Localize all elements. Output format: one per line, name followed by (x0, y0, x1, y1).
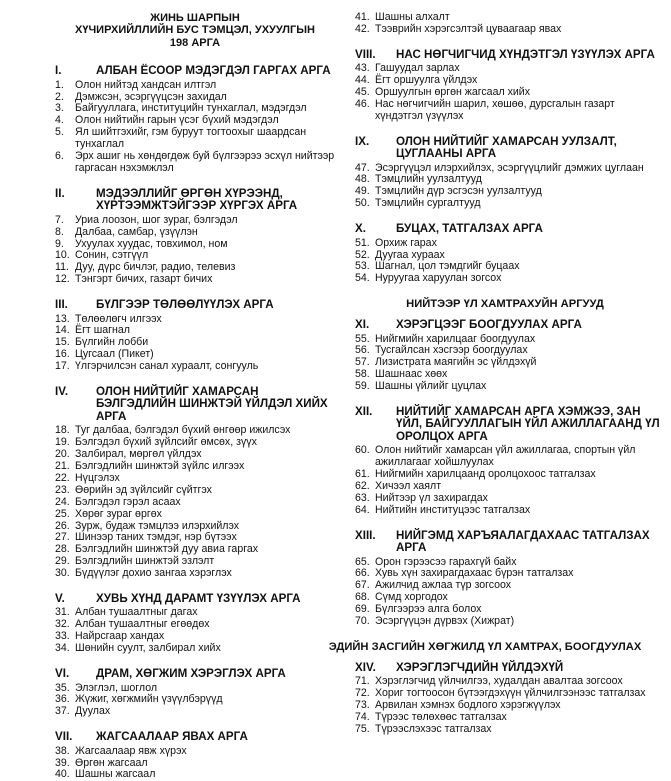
item-number: 72. (355, 687, 370, 700)
item-number: 66. (355, 567, 370, 580)
item-text: Албан тушаалтныг егөөдөх (75, 618, 210, 631)
section-title: МЭДЭЭЛЛИЙГ ӨРГӨН ХҮРЭЭНД, ХҮРТЭЭМЖТЭЙГЭЭР ХҮРГЭХ АРГА (96, 186, 298, 213)
section-title: БУЦАХ, ТАТГАЛЗАХ АРГА (396, 222, 543, 236)
item-number: 55. (355, 332, 370, 345)
item-number: 1. (55, 78, 64, 91)
item-number: 14. (55, 324, 70, 337)
item-text: Нийтийн институцээс татгалзах (375, 503, 531, 516)
item-text: Шөнийн суулт, залбирал хийх (75, 642, 221, 655)
section (355, 49, 665, 123)
right-sections-c (355, 662, 665, 736)
section-title: ДРАМ, ХӨГЖИМ ХЭРЭГЛЭХ АРГА (96, 667, 286, 681)
item-number: 61. (355, 468, 370, 481)
item-number: 69. (355, 603, 370, 616)
right-column (328, 0, 665, 736)
item-number: 29. (55, 555, 70, 568)
item-number: 16. (55, 348, 70, 361)
section (55, 299, 340, 373)
list-item (355, 238, 665, 250)
section-number: X. (355, 222, 366, 236)
list-item (55, 568, 340, 580)
item-text: Залбирал, мөргөл үйлдэх (75, 448, 202, 461)
item-text: Бүдүүлэг дохио зангаа хэрэглэх (75, 567, 232, 580)
section-heading (55, 386, 340, 423)
item-text: Тэнгэрт бичих, газарт бичих (75, 273, 213, 286)
section-heading (355, 136, 665, 161)
item-text: Шинээр таних тэмдэг, нэр бүтээх (75, 531, 237, 544)
item-number: 57. (355, 356, 370, 369)
group-heading-economic: ЭДИЙН ЗАСГИЙН ХӨГЖИЛД ҮЛ ХАМТРАХ, БООГДУУЛАХ (328, 640, 642, 653)
item-number: 30. (55, 567, 70, 580)
item-number: 75. (355, 722, 370, 735)
item-text: Нас нөгчигчийн шарил, хөшөө, дурсгалын газарт хүндэтгэл үзүүлэх (375, 97, 615, 122)
item-text: Сонин, сэтгүүл (75, 249, 149, 262)
item-text: Хэрэглэгчид үйлчилгээ, худалдан авалтаа зогсоох (375, 675, 623, 688)
list-item (355, 381, 665, 393)
list-item (55, 769, 340, 781)
item-text: Хориг тогтоосон бүтээгдэхүүн үйлчилгээнээс татгалзах (375, 687, 646, 700)
item-number: 73. (355, 699, 370, 712)
item-number: 50. (355, 197, 370, 210)
item-number: 43. (355, 62, 370, 75)
item-text: Хувь хүн захирагдахаас бүрэн татгалзах (375, 567, 574, 580)
list-item (55, 758, 340, 770)
item-number: 23. (55, 483, 70, 496)
section-heading (355, 662, 665, 674)
item-number: 39. (55, 756, 70, 769)
section-heading (355, 319, 665, 331)
item-number: 44. (355, 74, 370, 87)
item-text: Нийгмийн харилцаанд оролцохоос татгалзах (375, 468, 596, 481)
section-number: VIII. (355, 47, 376, 61)
item-text: Байгууллага, институцийн тунхаглал, мэдэгдэл (75, 102, 307, 115)
item-text: Албан тушаалтныг дагах (75, 606, 198, 619)
item-number: 20. (55, 448, 70, 461)
item-number: 24. (55, 495, 70, 508)
item-number: 11. (55, 261, 69, 274)
item-text: Түрээс төлөхөөс татгалзах (375, 711, 507, 723)
item-number: 12. (55, 273, 70, 286)
section-heading (55, 668, 340, 680)
section-number: XIII. (355, 528, 376, 542)
section-number: II. (55, 186, 65, 200)
item-number: 13. (55, 312, 70, 325)
left-column (55, 0, 340, 781)
group-heading-noncooperation: НИЙТЭЭР ҮЛ ХАМТРАХУЙН АРГУУД (406, 298, 604, 311)
title-line-1: ЖИНЬ ШАРПЫН (150, 12, 240, 24)
section (355, 319, 665, 393)
item-number: 70. (355, 615, 370, 628)
section (55, 65, 340, 175)
item-number: 2. (55, 90, 64, 103)
item-number: 63. (355, 491, 370, 504)
item-text: Нийгмийн харилцааг боогдуулах (375, 332, 536, 345)
list-item (355, 273, 665, 285)
section-number: IV. (55, 385, 69, 399)
section (55, 188, 340, 286)
item-text: Жүжиг, хөгжмийн үзүүлбэрүүд (75, 693, 223, 706)
section-number: XI. (355, 318, 370, 332)
section-title: НИЙТИЙГ ХАМАРСАН АРГА ХЭМЖЭЭ, ЗАН ҮЙЛ, БАЙГУУЛЛАГЫН ҮЙЛ АЖИЛЛАГААНД ҮЛ ОРОЛЦОХ АРГА (396, 405, 660, 443)
item-number: 18. (55, 424, 70, 437)
item-number: 10. (55, 249, 70, 262)
item-text: Бэлгэдэл бүхий зүйлсийг өмсөх, зүүх (75, 436, 257, 449)
list-item (355, 445, 665, 469)
item-number: 60. (355, 444, 370, 457)
section-number: III. (55, 298, 68, 312)
left-sections (55, 65, 340, 781)
section-title: НИЙГЭМД ХАРЪЯАЛАГДАХААС ТАТГАЛЗАХ АРГА (396, 528, 650, 555)
section-title: НАС НӨГЧИГЧИД ХҮНДЭТГЭЛ ҮЗҮҮЛЭХ АРГА (396, 47, 655, 61)
section-title: ОЛОН НИЙТИЙГ ХАМАРСАН БЭЛГЭДЛИЙН ШИНЖТЭЙ ҮЙЛДЭЛ ХИЙХ АРГА (96, 385, 328, 423)
item-text: Ёгт оршуулга үйлдэх (375, 74, 478, 87)
item-text: Ажилчид ажлаа түр зогсоох (375, 579, 512, 592)
item-number: 6. (55, 150, 64, 163)
section-title: ХЭРЭГЦЭЭГ БООГДУУЛАХ АРГА (396, 318, 582, 332)
document-title (50, 12, 340, 49)
section (355, 223, 665, 285)
item-number: 56. (355, 344, 370, 357)
list-item (55, 746, 340, 758)
list-item (55, 485, 340, 497)
list-item (355, 616, 665, 628)
section-heading (355, 530, 665, 555)
section-heading (355, 406, 665, 443)
item-text: Орхиж гарах (375, 236, 437, 249)
item-number: 71. (355, 675, 370, 688)
item-number: 19. (55, 436, 70, 449)
item-number: 49. (355, 185, 370, 198)
list-item (55, 274, 340, 286)
item-text: Дуу, дүрс бичлэг, радио, телевиз (75, 261, 236, 274)
right-sections-a (355, 49, 665, 285)
item-number: 33. (55, 630, 70, 643)
item-text: Олон нийтэд хандсан илтгэл (75, 78, 217, 91)
section (355, 406, 665, 517)
item-text: Туг далбаа, бэлгэдэл бүхий өнгөөр ижилсэх (75, 424, 291, 437)
section-heading (355, 49, 665, 61)
item-number: 65. (355, 555, 370, 568)
item-text: Шагнал, цол тэмдгийг буцаах (375, 260, 520, 273)
item-number: 40. (55, 768, 70, 781)
item-text: Бэлгэдлийн шинжтэй дуу авиа гаргах (75, 543, 259, 556)
item-text: Шашны алхалт (375, 11, 450, 23)
item-text: Жагсаалаар явж хүрэх (75, 744, 187, 757)
item-text: Бэлгэдлийн шинжтэй эзлэлт (75, 555, 215, 568)
item-number: 37. (55, 705, 70, 718)
item-text: Шашнаас хөөх (375, 368, 448, 381)
list-item (55, 215, 340, 227)
item-number: 28. (55, 543, 70, 556)
item-number: 42. (355, 22, 370, 35)
item-number: 41. (355, 11, 370, 23)
list-item (55, 509, 340, 521)
item-text: Далбаа, самбар, үзүүлэн (75, 225, 198, 238)
item-text: Тээврийн хэрэгсэлтэй цуваагаар явах (375, 22, 562, 35)
item-number: 32. (55, 618, 70, 631)
section-number: IX. (355, 134, 370, 148)
section-heading (55, 65, 340, 77)
section-number: I. (55, 64, 62, 78)
section (355, 662, 665, 736)
section-title: АЛБАН ЁСООР МЭДЭГДЭЛ ГАРГАХ АРГА (96, 64, 331, 78)
continued-items (355, 12, 665, 36)
item-text: Хичээл хаялт (375, 480, 442, 492)
item-text: Олон нийтийн гарын үсэг бүхий мэдэгдэл (75, 114, 279, 127)
item-number: 62. (355, 480, 370, 492)
item-number: 58. (355, 368, 370, 381)
item-number: 51. (355, 236, 370, 249)
item-text: Эсэргүүцэл илэрхийлэх, эсэргүүцлийг дэмжих цуглаан (375, 161, 644, 174)
list-item (55, 706, 340, 718)
section-title: БҮЛГЭЭР ТӨЛӨӨЛҮҮЛЭХ АРГА (96, 298, 274, 312)
item-text: Шашны жагсаал (75, 768, 156, 781)
item-text: Тэмцлийн сургалтууд (375, 197, 481, 210)
list-item (355, 198, 665, 210)
item-text: Найрсгаар хандах (75, 630, 165, 643)
item-number: 59. (355, 380, 370, 393)
item-number: 74. (355, 711, 370, 723)
item-text: Ял шийтгэхийг, гэм буруут тогтоохыг шаардсан тунхаглал (75, 126, 307, 151)
item-text: Бэлгэдэл гэрэл асаах (75, 495, 181, 508)
item-text: Элэглэл, шоглол (75, 681, 158, 694)
item-number: 22. (55, 471, 70, 484)
item-text: Төлөөлөгч илгээх (75, 312, 162, 325)
list-item (55, 127, 340, 151)
item-number: 5. (55, 126, 64, 139)
item-text: Бүлгээрээ алга болох (375, 603, 482, 616)
item-number: 25. (55, 507, 70, 520)
item-number: 38. (55, 744, 70, 757)
item-text: Оршуулгын өргөн жагсаал хийх (375, 86, 531, 99)
item-text: Нийтээр үл захирагдах (375, 491, 488, 504)
item-number: 53. (355, 260, 370, 273)
list-item (55, 361, 340, 373)
item-number: 46. (355, 97, 370, 110)
item-number: 7. (55, 213, 64, 226)
section-title: ОЛОН НИЙТИЙГ ХАМАРСАН УУЛЗАЛТ, ЦУГЛААНЫ АРГА (396, 134, 617, 161)
section (55, 386, 340, 580)
item-number: 27. (55, 531, 70, 544)
item-text: Дуугаа хураах (375, 248, 445, 261)
list-item (55, 151, 340, 175)
section (355, 136, 665, 210)
item-text: Үлгэрчилсэн санал хураалт, сонгууль (75, 360, 259, 373)
item-text: Бүлгийн лобби (75, 336, 149, 349)
list-item (55, 80, 340, 92)
item-number: 54. (355, 272, 370, 285)
item-text: Орон гэрээсээ гарахгүй байх (375, 555, 517, 568)
item-text: Олон нийтийг хамарсан үйл ажиллагаа, спортын үйл ажиллагааг хойшлуулах (375, 444, 636, 469)
item-number: 17. (55, 360, 70, 373)
item-text: Эсэргүүцэн дүрвэх (Хижрат) (375, 615, 515, 628)
list-item (355, 24, 665, 36)
item-number: 64. (355, 503, 370, 516)
item-text: Тэмцлийн дүр эсгэсэн уулзалтууд (375, 185, 542, 198)
list-item (55, 643, 340, 655)
item-number: 8. (55, 225, 64, 238)
item-text: Нуруугаа харуулан зогсох (375, 272, 502, 285)
list-item (355, 505, 665, 517)
section (55, 731, 340, 781)
item-text: Гашуудал зарлах (375, 62, 460, 75)
item-text: Тусгайлсан хэсгээр боогдуулах (375, 344, 528, 357)
item-number: 35. (55, 681, 70, 694)
section-title: ХЭРЭГЛЭГЧДИЙН ҮЙЛДЭХҮЙ (396, 660, 564, 674)
item-text: Дуулах (75, 705, 111, 718)
section-number: VII. (55, 730, 73, 744)
title-line-2: ХҮЧИРХИЙЛЛИЙН БУС ТЭМЦЭЛ, УХУУЛГЫН (75, 24, 315, 37)
item-text: Дэмжсэн, эсэргүүцсэн захидал (75, 90, 227, 103)
section-heading (55, 593, 340, 605)
item-text: Тэмцлийн уулзалтууд (375, 173, 482, 186)
right-sections-b (355, 319, 665, 628)
item-text: Бэлгэдлийн шинжтэй зүйлс илгээх (75, 460, 245, 472)
item-text: Арвилан хэмнэх бодлого хэрэгжүүлэх (375, 699, 561, 712)
list-item (355, 724, 665, 736)
section-number: V. (55, 592, 65, 606)
item-text: Шашны үйлийг цуцлах (375, 380, 487, 393)
item-text: Цугсаал (Пикет) (75, 348, 154, 361)
section-title: ХУВЬ ХҮНД ДАРАМТ ҮЗҮҮЛЭХ АРГА (96, 592, 301, 606)
item-text: Сүмд хоргодох (375, 591, 448, 604)
item-number: 26. (55, 519, 70, 532)
item-number: 45. (355, 86, 370, 99)
item-text: Уриа лоозон, шог зураг, бэлгэдэл (75, 213, 238, 226)
item-number: 68. (355, 591, 370, 604)
item-number: 67. (355, 579, 370, 592)
item-text: Өргөн жагсаал (75, 756, 148, 769)
section-number: XII. (355, 405, 373, 419)
item-text: Түрээслэхээс татгалзах (375, 722, 492, 735)
section-heading (55, 299, 340, 311)
item-number: 47. (355, 161, 370, 174)
item-number: 34. (55, 642, 70, 655)
list-item (55, 227, 340, 239)
item-number: 31. (55, 606, 70, 619)
section-heading (55, 188, 340, 213)
section-heading (355, 223, 665, 235)
item-text: Эрх ашиг нь хөндөгдөж буй бүлгээрээ эсхүл нийтээр гаргасан нэхэмжлэл (75, 150, 335, 174)
item-text: Нүцгэлэх (75, 471, 120, 484)
item-number: 15. (55, 336, 70, 349)
section-title: ЖАГСААЛААР ЯВАХ АРГА (96, 730, 248, 744)
item-number: 52. (355, 248, 370, 261)
section (55, 668, 340, 718)
item-text: Зурж, будаж тэмцлээ илэрхийлэх (75, 519, 240, 532)
item-number: 3. (55, 102, 64, 115)
list-item (355, 99, 665, 123)
section-number: XIV. (355, 660, 376, 674)
list-item (55, 497, 340, 509)
item-text: Ухуулах хуудас, товхимол, ном (75, 237, 228, 250)
title-line-3: 198 АРГА (169, 36, 221, 49)
item-text: Лизистрата маягийн эс үйлдэхүй (375, 356, 537, 369)
item-text: Хөрөг зураг өргөх (75, 507, 162, 520)
section-number: VI. (55, 667, 70, 681)
item-number: 48. (355, 173, 370, 186)
item-text: Ёгт шагнал (75, 324, 130, 337)
item-number: 36. (55, 693, 70, 706)
item-number: 9. (55, 237, 64, 250)
section-heading (55, 731, 340, 743)
section (355, 530, 665, 628)
section (55, 593, 340, 655)
item-text: Өөрийн эд зүйлсийг сүйтгэх (75, 483, 212, 496)
item-number: 21. (55, 460, 70, 472)
item-number: 4. (55, 114, 64, 127)
